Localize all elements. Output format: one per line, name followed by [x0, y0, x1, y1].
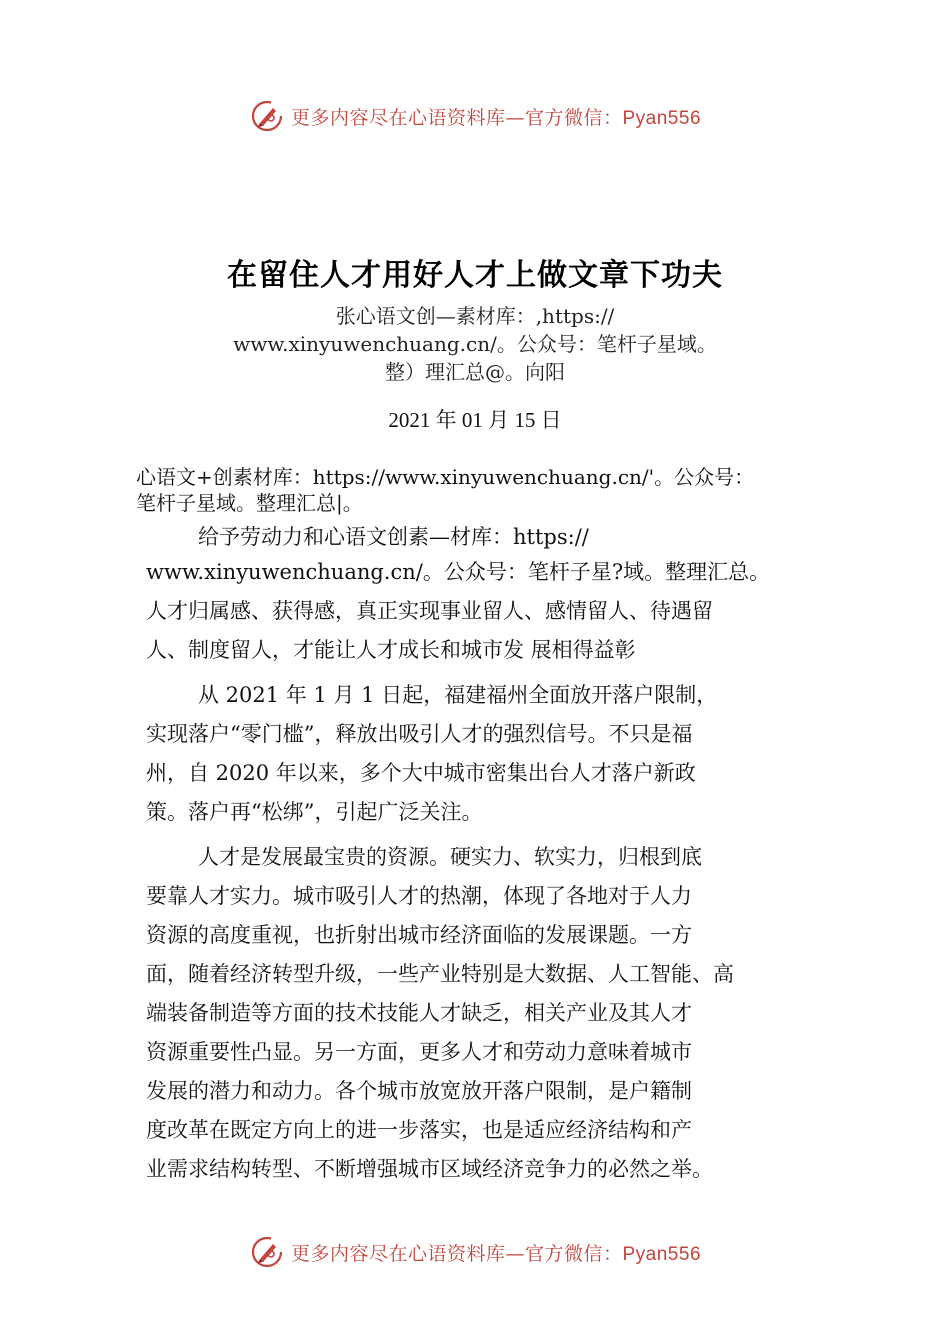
header-banner-label: 更多内容尽在心语资料库—官方微信： [290, 106, 623, 129]
header-banner-text [291, 103, 701, 130]
paragraph-line: 度改革在既定方向上的进一步落实，也是适应经济结构和产 [146, 1118, 692, 1142]
paragraph-line: 发展的潜力和动力。各个城市放宽放开落户限制，是户籍制 [146, 1079, 692, 1103]
paragraph-line: 州，自 2020 年以来，多个大中城市密集出台人才落户新政 [146, 761, 696, 785]
article-title: 在留住人才用好人才上做文章下功夫 [227, 258, 723, 293]
source-line: 张心语文创—素材库：,https:// [335, 304, 615, 328]
source-line: www.xinyuwenchuang.cn/。公众号：笔杆子星域。 [233, 332, 717, 356]
paragraph-line: 人、制度留人，才能让人才成长和城市发 展相得益彰 [146, 638, 636, 662]
paragraph-line: www.xinyuwenchuang.cn/。公众号：笔杆子星?域。整理汇总。 [146, 560, 771, 584]
paragraph-3 [146, 838, 826, 1189]
pen-nib-logo-icon [249, 1234, 285, 1270]
paragraph-line: 要靠人才实力。城市吸引人才的热潮，体现了各地对于人力 [146, 884, 692, 908]
paragraph-line: 人才是发展最宝贵的资源。硬实力、软实力，归根到底 [198, 845, 702, 869]
footer-banner-text [291, 1239, 701, 1266]
article-date: 2021 年 01 月 15 日 [388, 408, 562, 432]
paragraph-line: 实现落户“零门槛”，释放出吸引人才的强烈信号。不只是福 [146, 722, 693, 746]
source-line: 整）理汇总@。向阳 [385, 360, 565, 384]
intro-line: 笔杆子星域。整理汇总|。 [136, 491, 363, 515]
paragraph-line: 面，随着经济转型升级，一些产业特别是大数据、人工智能、高 [146, 962, 734, 986]
article-source [0, 302, 950, 386]
paragraph-line: 端装备制造等方面的技术技能人才缺乏，相关产业及其人才 [146, 1001, 692, 1025]
paragraph-line: 从 2021 年 1 月 1 日起，福建福州全面放开落户限制， [198, 683, 718, 707]
paragraph-line: 给予劳动力和心语文创素—材库：https:// [198, 525, 589, 549]
paragraph-line: 资源的高度重视，也折射出城市经济面临的发展课题。一方 [146, 923, 692, 947]
header-banner-wechat: Pyan556 [622, 107, 702, 129]
footer-banner [0, 1232, 950, 1272]
pen-nib-logo-icon [249, 98, 285, 134]
paragraph-line: 人才归属感、获得感，真正实现事业留人、感情留人、待遇留 [146, 599, 713, 623]
footer-banner-wechat: Pyan556 [622, 1243, 702, 1265]
paragraph-line: 资源重要性凸显。另一方面，更多人才和劳动力意味着城市 [146, 1040, 692, 1064]
footer-banner-label: 更多内容尽在心语资料库—官方微信： [290, 1242, 623, 1265]
paragraph-line: 业需求结构转型、不断增强城市区域经济竞争力的必然之举。 [146, 1157, 713, 1181]
paragraph-line: 策。落户再“松绑”，引起广泛关注。 [146, 800, 483, 824]
intro-block [136, 464, 816, 516]
paragraph-2 [146, 676, 826, 832]
paragraph-1 [146, 522, 826, 670]
intro-line: 心语文+创素材库：https://www.xinyuwenchuang.cn/'。公众号： [136, 465, 755, 489]
header-banner [0, 96, 950, 136]
